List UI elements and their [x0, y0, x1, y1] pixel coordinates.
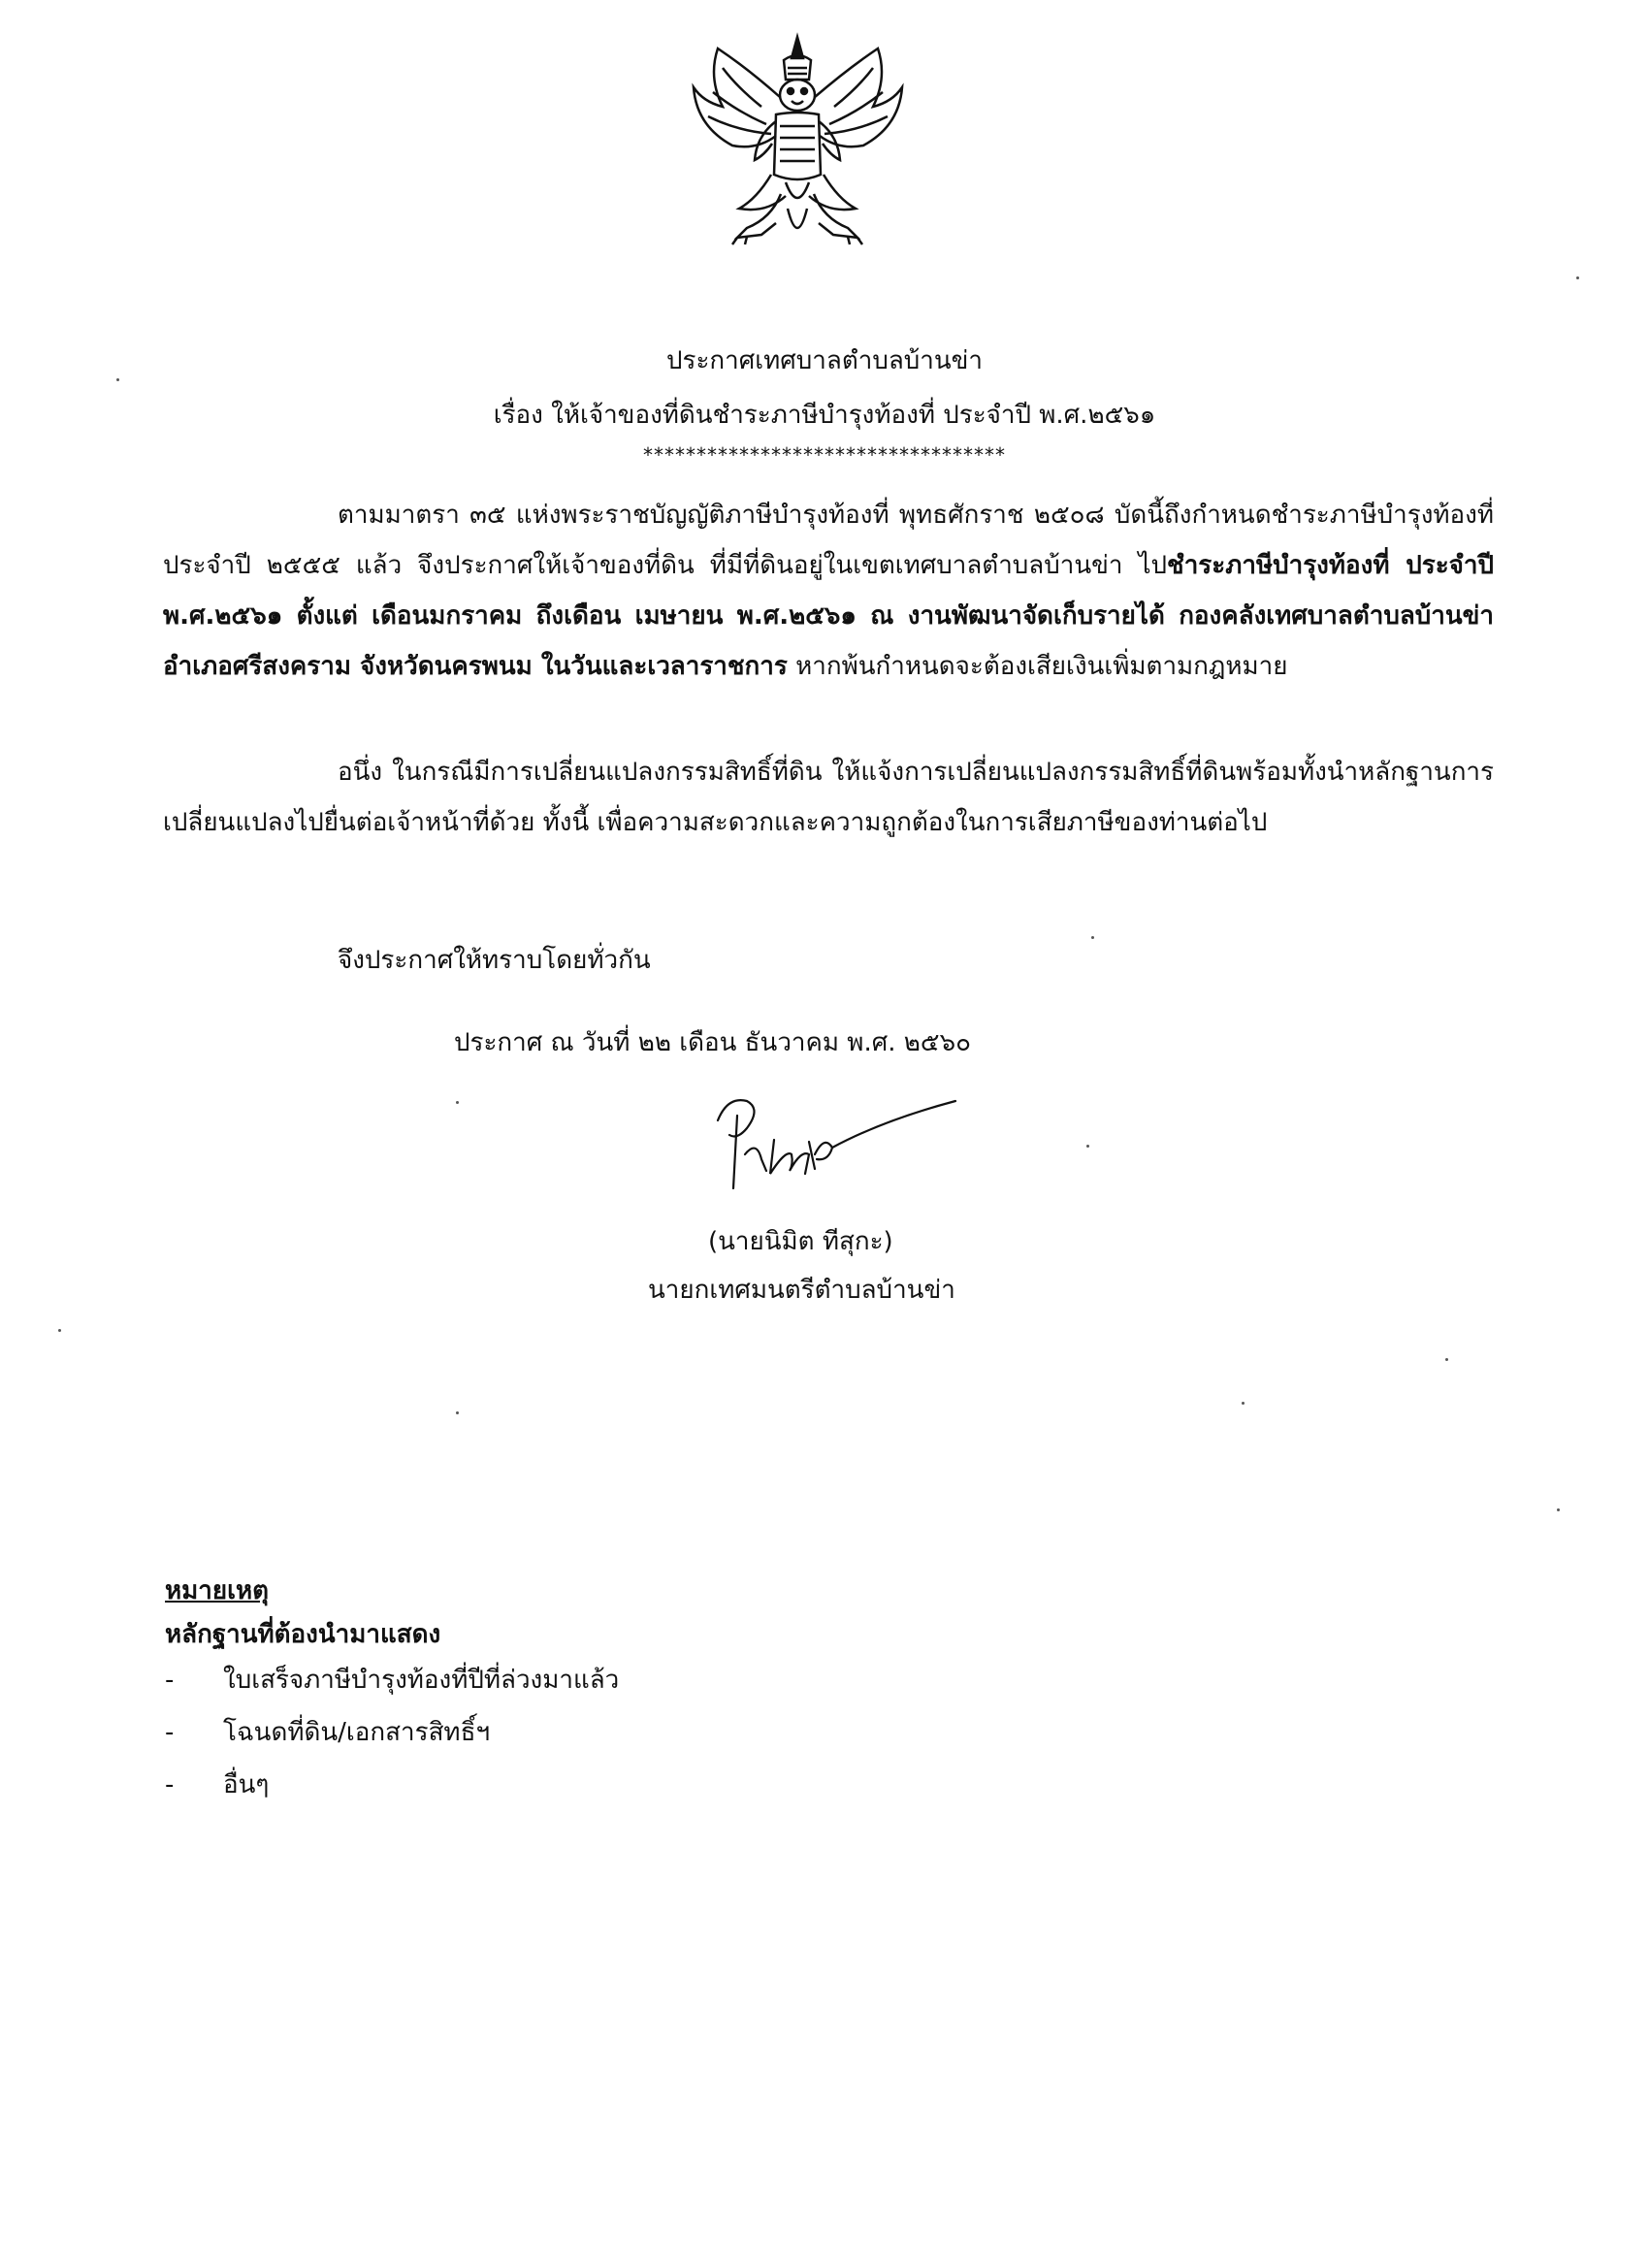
paragraph-1-text-a: ตามมาตรา ๓๕ แห่งพระราชบัญญัติภาษีบำรุงท้องที่ พุทธศักราช ๒๕๐๘ บัดนี้ถึงกำหนดชำระภาษีบำรุงท้องที่ ประจำปี ๒๕๕๕ แล้ว จึงประกาศให้เจ้าของที่ดิน ที่มีที่ดินอยู่ในเขตเทศบาลตำบลบ้านข่า ไป: [163, 501, 1494, 580]
scan-speck: [1086, 1145, 1089, 1148]
signer-name: (นายนิมิต ทีสุกะ): [708, 1227, 893, 1256]
paragraph-1-bold-text: ชำระภาษีบำรุงท้องที่ ประจำปี พ.ศ.๒๕๖๑ ตั้งแต่ เดือนมกราคม ถึงเดือน เมษายน พ.ศ.๒๕๖๑ ณ งานพัฒนาจัดเก็บรายได้ กองคลังเทศบาลตำบลบ้านข่า อำเภอศรีสงคราม จังหวัดนครพนม ในวันและเวลาราชการ: [163, 551, 1494, 681]
body-paragraph-1: [163, 490, 1494, 692]
scan-speck: [1242, 1402, 1245, 1405]
list-bullet: -: [165, 1666, 175, 1695]
scan-speck: [456, 1411, 459, 1414]
scan-speck: [116, 378, 119, 381]
list-bullet: -: [165, 1770, 175, 1799]
list-item: [165, 1766, 619, 1818]
list-item: [165, 1713, 619, 1766]
scan-speck: [58, 1329, 61, 1332]
paragraph-1-text-b: หากพ้นกำหนดจะต้องเสียเงินเพิ่มตามกฎหมาย: [787, 652, 1288, 681]
announcement-date: ประกาศ ณ วันที่ ๒๒ เดือน ธันวาคม พ.ศ. ๒๕๖๐: [454, 1028, 971, 1057]
garuda-emblem-icon: [679, 29, 917, 252]
note-subheading: หลักฐานที่ต้องนำมาแสดง: [165, 1620, 441, 1649]
scan-speck: [456, 1101, 459, 1104]
required-documents-list: [165, 1661, 619, 1818]
list-item: [165, 1661, 619, 1713]
document-title: ประกาศเทศบาลตำบลบ้านข่า: [665, 346, 983, 375]
note-heading: หมายเหตุ: [165, 1576, 270, 1605]
handwritten-signature-icon: [708, 1082, 960, 1217]
closing-statement: จึงประกาศให้ทราบโดยทั่วกัน: [338, 946, 651, 975]
document-subject: เรื่อง ให้เจ้าของที่ดินชำระภาษีบำรุงท้องที่ ประจำปี พ.ศ.๒๕๖๑: [493, 401, 1156, 430]
signer-position: นายกเทศมนตรีตำบลบ้านข่า: [648, 1276, 955, 1305]
header-separator: **********************************: [643, 443, 1006, 467]
scan-speck: [1576, 276, 1579, 279]
list-item-text: ใบเสร็จภาษีบำรุงท้องที่ปีที่ล่วงมาแล้ว: [223, 1666, 620, 1695]
scan-speck: [1091, 936, 1094, 939]
scan-speck: [1557, 1508, 1560, 1511]
list-bullet: -: [165, 1718, 175, 1747]
body-paragraph-2: อนึ่ง ในกรณีมีการเปลี่ยนแปลงกรรมสิทธิ์ที่ดิน ให้แจ้งการเปลี่ยนแปลงกรรมสิทธิ์ที่ดินพร้อมทั้งนำหลักฐานการเปลี่ยนแปลงไปยื่นต่อเจ้าหน้าที่ด้วย ทั้งนี้ เพื่อความสะดวกและความถูกต้องในการเสียภาษีของท่านต่อไป: [163, 758, 1494, 837]
scan-speck: [1445, 1358, 1448, 1361]
list-item-text: โฉนดที่ดิน/เอกสารสิทธิ์ฯ: [223, 1718, 491, 1747]
list-item-text: อื่นๆ: [223, 1770, 270, 1799]
